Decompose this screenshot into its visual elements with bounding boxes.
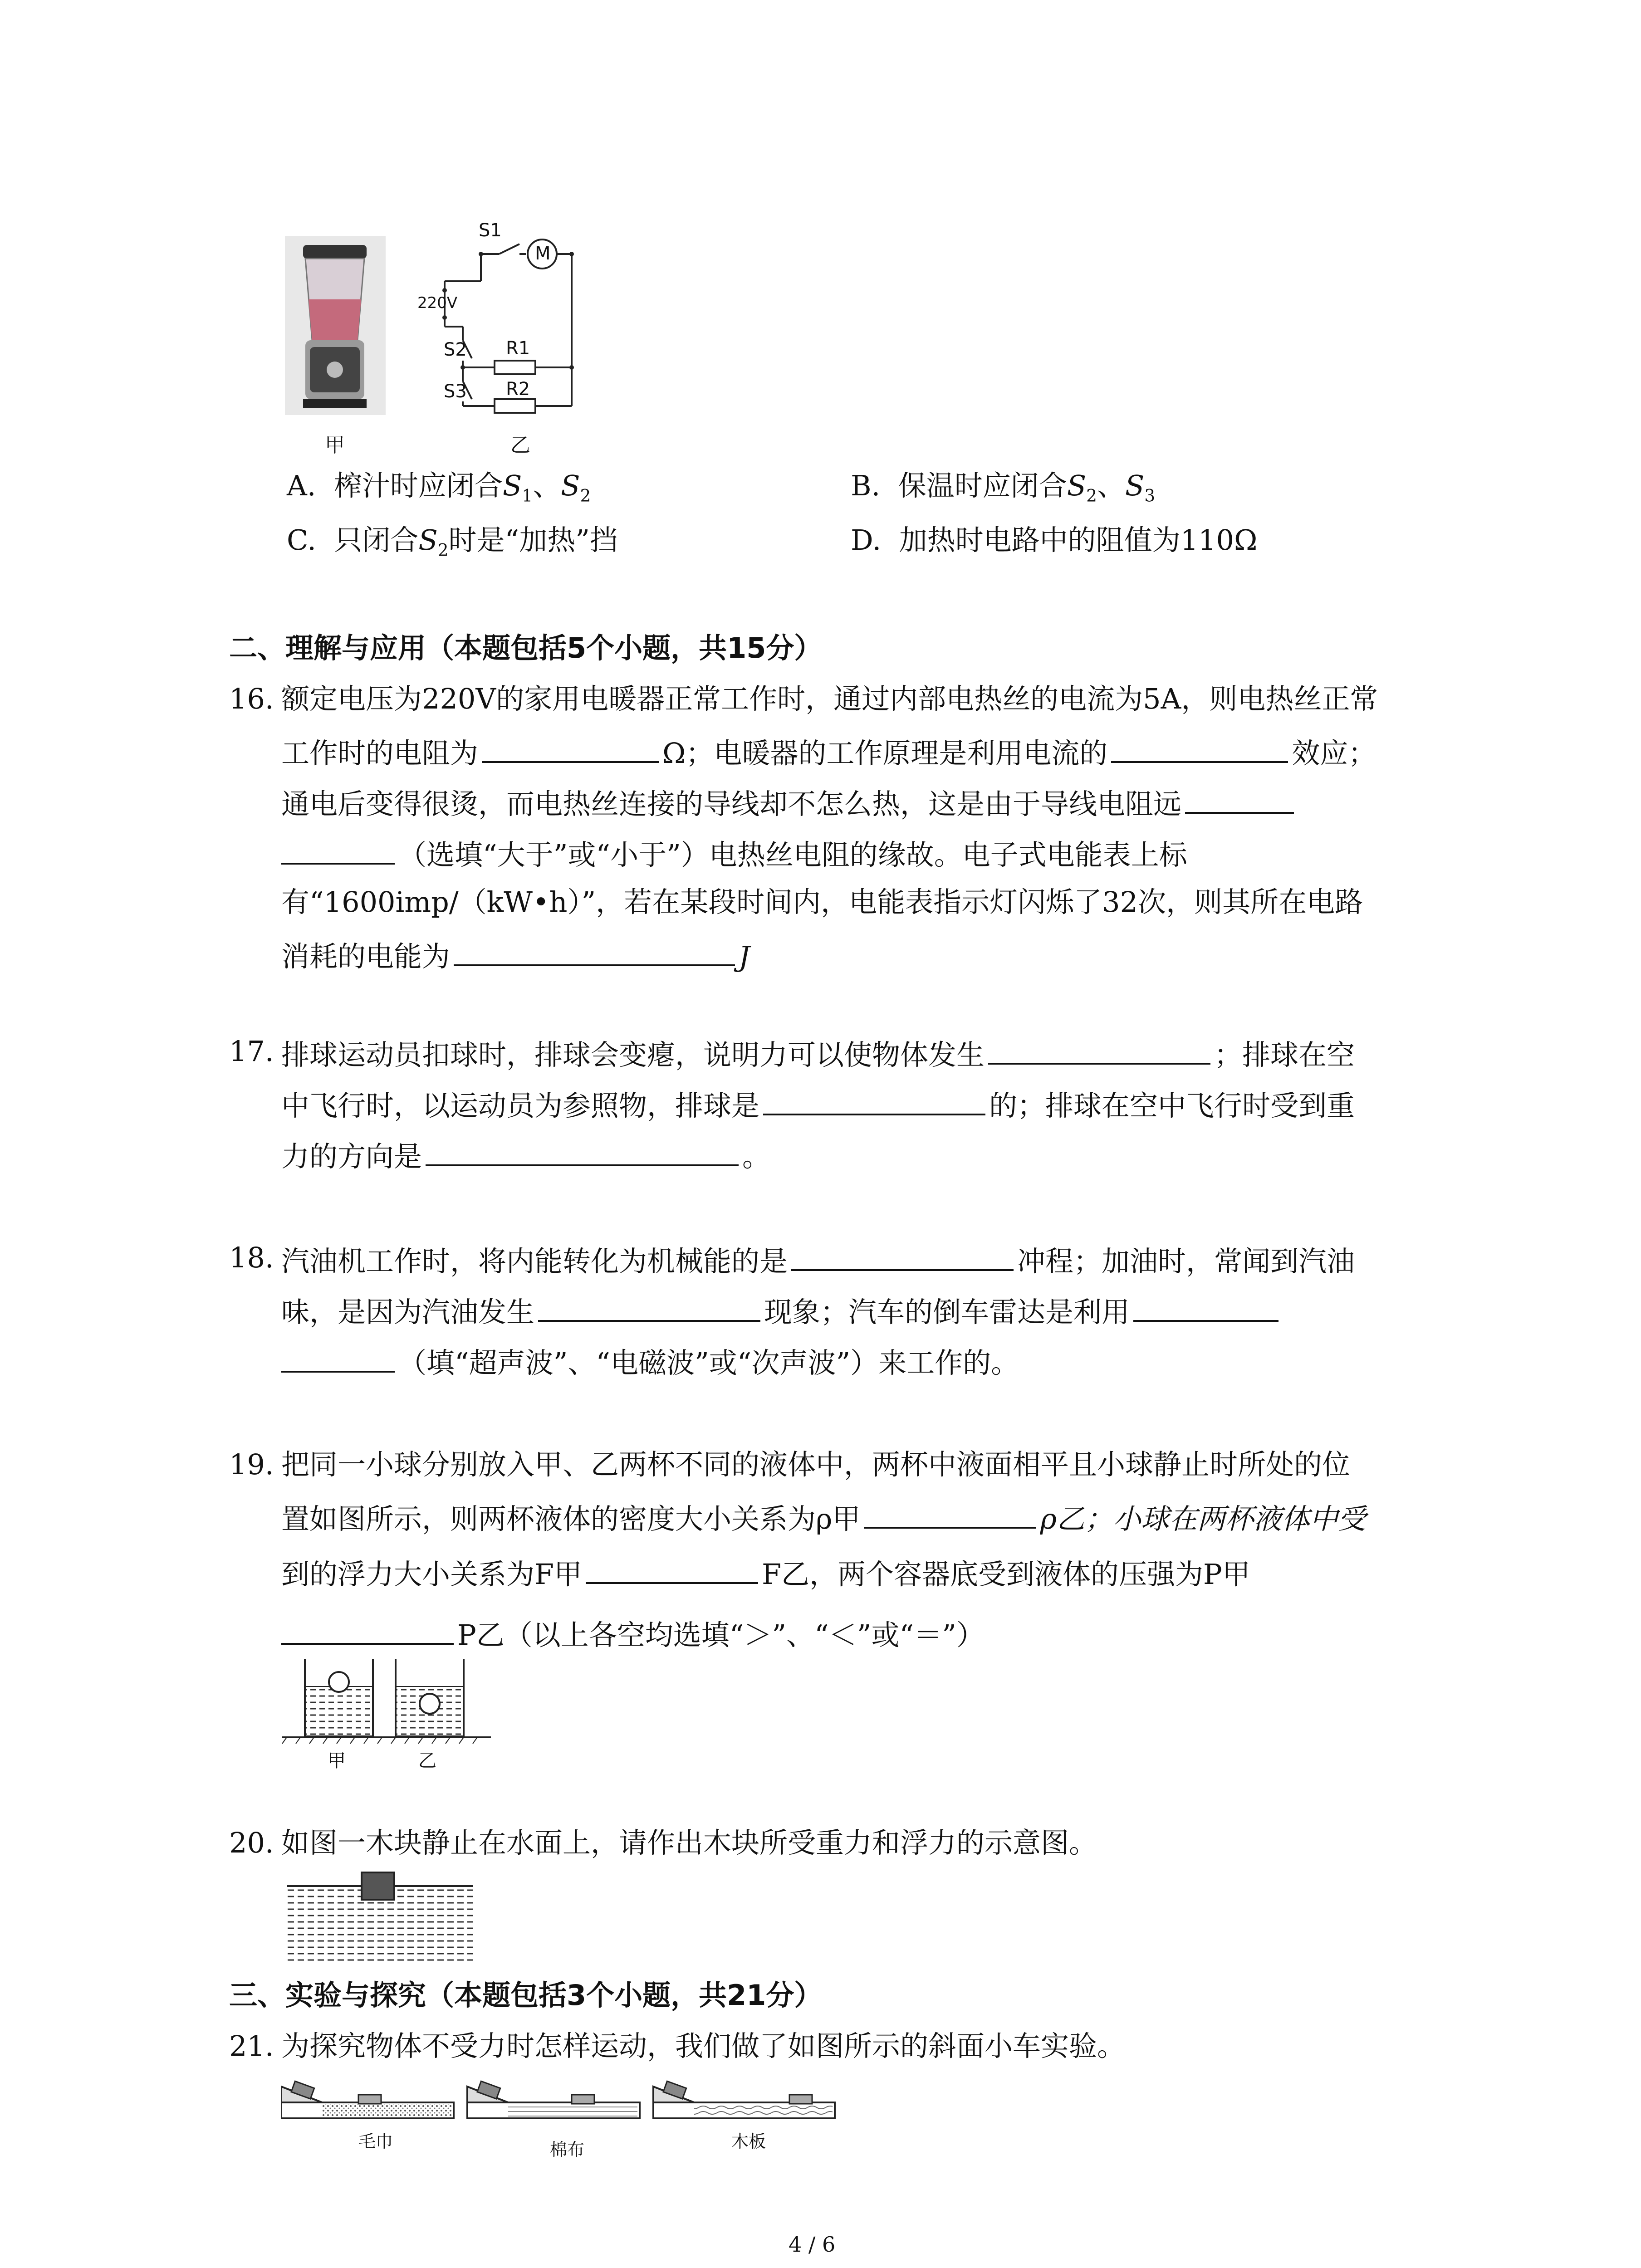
ramp-experiment-graphic: [281, 2077, 848, 2127]
q17-line1b: ；排球在空: [1214, 1038, 1355, 1071]
q17-line3a: 力的方向是: [281, 1140, 422, 1173]
ramp-caption-cotton: 棉布: [550, 2140, 585, 2160]
q18-number: 18.: [229, 1241, 274, 1274]
q16-blank-energy[interactable]: [454, 939, 735, 966]
ramp-caption-wood: 木板: [731, 2131, 766, 2151]
q18-line1: [281, 1244, 1355, 1276]
option-d-letter: D.: [851, 523, 882, 557]
label-voltage: 220V: [417, 294, 458, 312]
q16-blank-resistance[interactable]: [482, 736, 659, 763]
q18-blank-3-part1[interactable]: [1133, 1295, 1279, 1322]
water-block-figure: [287, 1868, 473, 1963]
setup-towel: [281, 2081, 454, 2118]
q16-line2b: Ω；电暖器的工作原理是利用电流的: [662, 737, 1108, 770]
option-b: [851, 469, 1156, 506]
q19-line2a: 置如图所示，则两杯液体的密度大小关系为ρ甲: [281, 1502, 861, 1535]
option-c-s: S: [418, 523, 438, 557]
q18-line2b: 现象；汽车的倒车雷达是利用: [764, 1295, 1130, 1329]
q16-line2a: 工作时的电阻为: [281, 737, 479, 770]
circuit-diagram: [417, 218, 599, 435]
q19-blank-pressure[interactable]: [281, 1618, 454, 1645]
q19-line2: [281, 1501, 1366, 1533]
label-s3: S3: [444, 381, 467, 402]
q20-number: 20.: [229, 1826, 274, 1859]
option-c-post: 时是“加热”挡: [448, 523, 618, 557]
q18-line1a: 汽油机工作时，将内能转化为机械能的是: [281, 1245, 788, 1278]
q19-blank-density[interactable]: [864, 1501, 1036, 1529]
label-s2: S2: [444, 339, 467, 360]
q18-line1b: 冲程；加油时，常闻到汽油: [1017, 1245, 1355, 1278]
ramp-caption-towel: 毛巾: [358, 2131, 393, 2151]
beaker-caption-right: 乙: [418, 1750, 436, 1771]
q16-blank-effect[interactable]: [1111, 736, 1288, 763]
option-b-sep: 、: [1097, 469, 1125, 502]
label-motor: M: [535, 243, 551, 264]
q18-line2a: 味，是因为汽油发生: [281, 1295, 535, 1329]
option-b-s2-sub: 2: [1086, 485, 1097, 506]
option-b-s3-sub: 3: [1144, 485, 1156, 506]
option-a-letter: A.: [287, 469, 316, 502]
q20-text: 如图一木块静止在水面上，请作出木块所受重力和浮力的示意图。: [281, 1826, 1097, 1859]
q17-line1a: 排球运动员扣球时，排球会变瘪，说明力可以使物体发生: [281, 1038, 985, 1071]
ramp-experiment-figure: [281, 2077, 848, 2127]
setup-cotton: [467, 2081, 640, 2118]
q16-number: 16.: [229, 682, 274, 715]
q17-blank-2[interactable]: [763, 1088, 985, 1115]
water-block-graphic: [287, 1868, 473, 1963]
option-b-s2: S: [1067, 469, 1087, 502]
option-c-pre: 只闭合: [334, 523, 419, 557]
option-d: [851, 523, 1258, 557]
option-c: [287, 523, 618, 560]
section-2-title: 二、理解与应用（本题包括5个小题，共15分）: [229, 631, 823, 665]
label-r1: R1: [506, 338, 530, 359]
q19-blank-buoyancy[interactable]: [586, 1557, 758, 1584]
q17-line3b: 。: [742, 1140, 771, 1173]
q18-line2: [281, 1295, 1282, 1329]
setup-wood: [653, 2081, 835, 2118]
q19-line4: [281, 1618, 985, 1652]
option-a: [287, 469, 591, 506]
q17-blank-3[interactable]: [426, 1139, 739, 1166]
page-number: 4 / 6: [789, 2232, 836, 2257]
q19-line2b: ρ乙；小球在两杯液体中受: [1040, 1502, 1366, 1535]
q16-line3: [281, 787, 1298, 821]
option-a-text: 榨汁时应闭合: [333, 469, 503, 502]
q17-line3: [281, 1139, 770, 1171]
option-a-sep: 、: [533, 469, 561, 502]
option-a-s1: S: [502, 469, 522, 502]
circuit-caption: 乙: [510, 434, 530, 457]
q18-blank-2[interactable]: [538, 1295, 760, 1322]
q17-number: 17.: [229, 1035, 274, 1068]
q16-line5: 有“1600imp/（kW•h）”，若在某段时间内，电能表指示灯闪烁了32次，则其所在电路: [281, 885, 1363, 919]
q16-blank-compare-part2[interactable]: [281, 837, 395, 865]
q16-line6b: J: [739, 940, 750, 973]
q16-blank-compare-part1[interactable]: [1185, 787, 1294, 814]
q19-line1: 把同一小球分别放入甲、乙两杯不同的液体中，两杯中液面相平且小球静止时所处的位: [281, 1448, 1351, 1481]
option-b-s3: S: [1125, 469, 1145, 502]
q16-line2: [281, 736, 1376, 770]
q18-blank-3-part2[interactable]: [281, 1345, 395, 1373]
circuit-graphic: [417, 218, 599, 435]
option-c-sub: 2: [437, 540, 449, 560]
blender-photo-graphic: [285, 236, 386, 415]
q19-number: 19.: [229, 1448, 274, 1481]
q17-line2: [281, 1088, 1355, 1120]
q16-line4: [281, 837, 1187, 869]
option-a-s2: S: [561, 469, 580, 502]
q19-line4-text: P乙（以上各空均选填“＞”、“＜”或“＝”）: [457, 1618, 985, 1652]
q16-line4-text: （选填“大于”或“小于”）电热丝电阻的缘故。电子式电能表上标: [398, 838, 1187, 871]
photo-caption: 甲: [325, 434, 345, 457]
q16-line6: [281, 939, 750, 971]
label-r2: R2: [506, 379, 530, 400]
q17-line1: [281, 1037, 1355, 1069]
option-a-s1-sub: 1: [522, 485, 533, 506]
q16-line1: 额定电压为220V的家用电暖器正常工作时，通过内部电热丝的电流为5A，则电热丝正常: [281, 682, 1378, 715]
beakers-figure: [282, 1655, 495, 1745]
option-a-s2-sub: 2: [580, 485, 591, 506]
q19-line3b: F乙，两个容器底受到液体的压强为P甲: [762, 1558, 1250, 1591]
q17-blank-1[interactable]: [988, 1037, 1210, 1065]
blender-photo: [285, 236, 386, 415]
q21-number: 21.: [229, 2029, 274, 2063]
q21-text: 为探究物体不受力时怎样运动，我们做了如图所示的斜面小车实验。: [281, 2029, 1126, 2063]
q18-line3-text: （填“超声波”、“电磁波”或“次声波”）来工作的。: [398, 1346, 1019, 1379]
q19-line3a: 到的浮力大小关系为F甲: [281, 1558, 583, 1591]
beaker-caption-left: 甲: [328, 1750, 346, 1771]
label-s1: S1: [479, 220, 502, 241]
q16-line6a: 消耗的电能为: [281, 940, 451, 973]
q16-line3-text: 通电后变得很烫，而电热丝连接的导线却不怎么热，这是由于导线电阻远: [281, 787, 1182, 821]
q17-line2b: 的；排球在空中飞行时受到重: [989, 1089, 1355, 1122]
q16-line2c: 效应；: [1292, 737, 1376, 770]
beakers-graphic: [282, 1655, 495, 1745]
option-d-text: 加热时电路中的阻值为110Ω: [899, 523, 1258, 557]
option-b-text: 保温时应闭合: [898, 469, 1067, 502]
q19-line3: [281, 1557, 1250, 1589]
option-b-letter: B.: [851, 469, 881, 502]
section-3-title: 三、实验与探究（本题包括3个小题，共21分）: [229, 1979, 823, 2012]
q18-line3: [281, 1345, 1019, 1377]
q18-blank-1[interactable]: [791, 1244, 1014, 1271]
option-c-letter: C.: [287, 523, 316, 557]
q17-line2a: 中飞行时，以运动员为参照物，排球是: [281, 1089, 760, 1122]
